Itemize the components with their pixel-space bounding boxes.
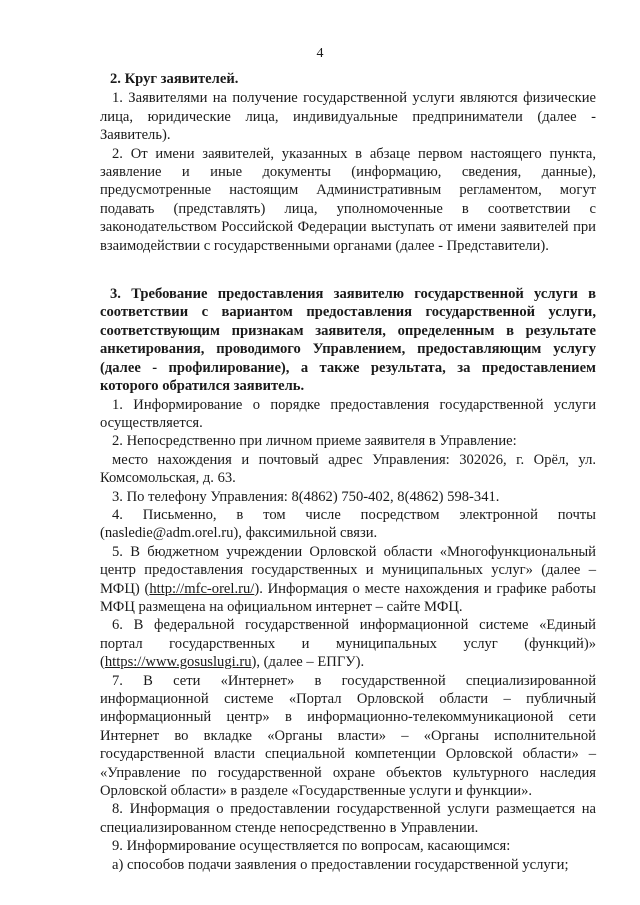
section-3-paragraph-8: 8. Информация о предоставлении государственной услуги размещается на специализированном стенде непосредственно в Управлении. bbox=[100, 801, 596, 836]
gosuslugi-link[interactable]: https://www.gosuslugi.ru bbox=[104, 654, 252, 671]
page-number: 4 bbox=[316, 46, 324, 61]
section-2-paragraph-1: 1. Заявителями на получение государственной услуги являются физические лица, юридические лица, индивидуальные предприниматели (далее - Заявитель). bbox=[100, 90, 596, 144]
section-3-paragraph-2: 2. Непосредственно при личном приеме заявителя в Управление: bbox=[112, 433, 517, 450]
section-3-paragraph-3: 3. По телефону Управления: 8(4862) 750-402, 8(4862) 598-341. bbox=[112, 488, 500, 505]
section-3-paragraph-4 bbox=[100, 506, 596, 543]
paragraph-5-text-end: ). Информация о месте нахождения и графике работы МФЦ размещена на официальном интернет – сайте МФЦ. bbox=[100, 580, 596, 615]
section-3-paragraph-6 bbox=[100, 616, 596, 671]
section-3-paragraph-9: 9. Информирование осуществляется по вопросам, касающимся: bbox=[112, 838, 511, 855]
section-3-address: место нахождения и почтовый адрес Управления: 302026, г. Орёл, ул. Комсомольская, д. 63. bbox=[100, 451, 596, 487]
section-3-item-a: а) способов подачи заявления о предоставлении государственной услуги; bbox=[112, 856, 569, 873]
section-3-paragraph-1: 1. Информирование о порядке предоставления государственной услуги осуществляется. bbox=[100, 396, 596, 431]
paragraph-5-text-start: 5. В бюджетном учреждении Орловской области «Многофункциональный центр предоставления государственных и муниципальных услуг» (далее – МФЦ) ( bbox=[100, 543, 596, 597]
section-3-paragraph-5 bbox=[100, 543, 596, 617]
section-2-heading: 2. Круг заявителей. bbox=[110, 71, 239, 87]
paragraph-4-text-start: 4. Письменно, в том числе посредством электронной почты ( bbox=[100, 506, 596, 542]
section-3-heading: 3. Требование предоставления заявителю государственной услуги в соответствии с вариантом предоставления государственной услуги, соответствующим признакам заявителя, определенным в результате анкетирования, проводимого Управлением, предоставляющим услугу (далее - профилирование), а также результата, за предоставлением которого обратился заявитель. bbox=[100, 286, 596, 395]
section-3-paragraph-7: 7. В сети «Интернет» в государственной специализированной информационной системе «Портал Орловской области – публичный информационный центр» в информационно-телекоммуникационой сети Интернет во вкладке «Органы власти» – «Органы исполнительной государственной власти специальной компетенции Орловской области» – «Управление по государственной охране объектов культурного наследия Орловской области» в разделе «Государственные услуги и функции». bbox=[100, 672, 596, 800]
paragraph-6-text-start: 6. В федеральной государственной информационной системе «Единый портал государственных и муниципальных услуг (функций)» ( bbox=[100, 617, 596, 671]
document-body bbox=[100, 70, 596, 874]
paragraph-6-text-end: ), (далее – ЕПГУ). bbox=[251, 654, 365, 671]
mfc-link[interactable]: http://mfc-orel.ru/ bbox=[149, 580, 255, 597]
section-2-paragraph-2: 2. От имени заявителей, указанных в абзаце первом настоящего пункта, заявление и иные документы (информацию, сведения, данные), предусмотренные настоящим Административным регламентом, могут подавать (представлять) лица, уполномоченные в соответствии с законодательством Российской Федерации выступать от имени заявителей при взаимодействии с государственными органами (далее - Представители). bbox=[100, 145, 596, 254]
email-address: nasledie@adm.orel.ru bbox=[104, 525, 234, 542]
paragraph-4-text-end: ), факсимильной связи. bbox=[233, 525, 378, 542]
